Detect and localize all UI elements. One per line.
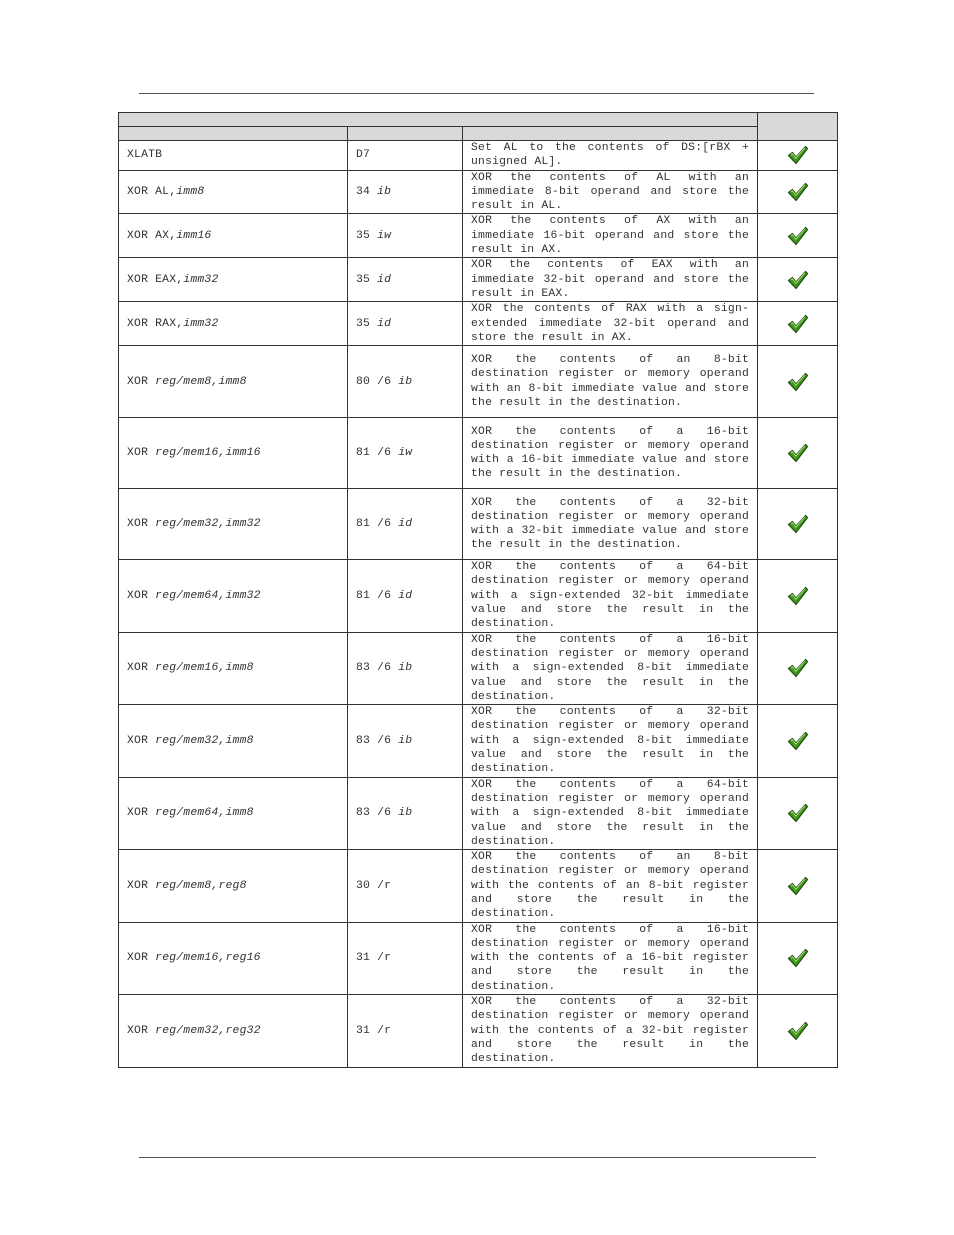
table-row: [119, 995, 838, 1067]
opcode-text: 31 /r: [356, 952, 392, 965]
description-cell: XOR the contents of a 64-bit destination register or memory operand with a sign-extended 32-bit immediate value and store the result in the destination.: [463, 560, 758, 632]
operands-text: reg/mem32,imm8: [155, 734, 254, 747]
opcode-text: 34: [356, 186, 378, 199]
opcode-text: 35: [356, 273, 378, 286]
mnemonic-text: XOR: [127, 662, 156, 675]
support-title-cell: [758, 113, 838, 141]
opcode-cell: [348, 560, 463, 632]
mnemonic-cell: [119, 922, 348, 994]
checkmark-icon: [787, 586, 809, 606]
opcode-suffix-text: ib: [398, 662, 413, 675]
opcode-cell: [348, 850, 463, 922]
mnemonic-text: XOR: [127, 518, 156, 531]
table-body: [119, 141, 838, 1068]
operands-text: imm8: [176, 186, 205, 199]
support-cell: [758, 705, 838, 777]
table-header-row-bottom: [119, 127, 838, 141]
table-row: [119, 302, 838, 346]
opcode-suffix-text: id: [398, 589, 413, 602]
mnemonic-text: XOR AL,: [127, 186, 177, 199]
checkmark-icon: [787, 1021, 809, 1041]
mnemonic-cell: [119, 418, 348, 489]
mnemonic-cell: [119, 258, 348, 302]
mnemonic-cell: [119, 170, 348, 214]
checkmark-icon: [787, 658, 809, 678]
description-cell: XOR the contents of an 8-bit destination register or memory operand with an 8-bit immediate value and store the result in the destination.: [463, 346, 758, 418]
opcode-header: [348, 127, 463, 141]
checkmark-icon: [787, 514, 809, 534]
mnemonic-cell: [119, 777, 348, 849]
support-cell: [758, 258, 838, 302]
description-cell: XOR the contents of an 8-bit destination register or memory operand with the contents of an 8-bit register and store the result in the destination.: [463, 850, 758, 922]
opcode-cell: [348, 995, 463, 1067]
table-row: [119, 850, 838, 922]
operands-text: imm32: [183, 317, 219, 330]
support-cell: [758, 489, 838, 560]
group-title-cell: [119, 113, 758, 127]
table-row: [119, 922, 838, 994]
description-cell: XOR the contents of EAX with an immediate 32-bit operand and store the result in EAX.: [463, 258, 758, 302]
opcode-suffix-text: id: [398, 518, 413, 531]
table-row: [119, 141, 838, 171]
table-row: [119, 560, 838, 632]
opcode-text: 81 /6: [356, 447, 399, 460]
support-cell: [758, 346, 838, 418]
mnemonic-cell: [119, 302, 348, 346]
instruction-table: [118, 112, 838, 1068]
mnemonic-text: XOR: [127, 375, 156, 388]
operands-text: reg/mem32,imm32: [155, 518, 261, 531]
operands-text: imm32: [183, 273, 219, 286]
mnemonic-cell: [119, 850, 348, 922]
operands-text: reg/mem16,reg16: [155, 952, 261, 965]
table-row: [119, 705, 838, 777]
opcode-cell: [348, 777, 463, 849]
table-row: [119, 346, 838, 418]
opcode-cell: [348, 632, 463, 704]
opcode-suffix-text: id: [377, 273, 392, 286]
support-cell: [758, 214, 838, 258]
mnemonic-text: XOR: [127, 589, 156, 602]
mnemonic-cell: [119, 346, 348, 418]
opcode-cell: [348, 705, 463, 777]
opcode-text: 81 /6: [356, 518, 399, 531]
support-cell: [758, 850, 838, 922]
checkmark-icon: [787, 948, 809, 968]
description-cell: XOR the contents of a 16-bit destination register or memory operand with a sign-extended 8-bit immediate value and store the result in the destination.: [463, 632, 758, 704]
opcode-text: 83 /6: [356, 807, 399, 820]
support-cell: [758, 777, 838, 849]
opcode-text: D7: [356, 149, 371, 162]
checkmark-icon: [787, 876, 809, 896]
checkmark-icon: [787, 145, 809, 165]
description-cell: XOR the contents of AL with an immediate 8-bit operand and store the result in AL.: [463, 170, 758, 214]
mnemonic-text: XOR: [127, 734, 156, 747]
mnemonic-text: XOR: [127, 447, 156, 460]
description-cell: XOR the contents of a 32-bit destination register or memory operand with the contents of a 32-bit register and store the result in the destination.: [463, 995, 758, 1067]
table-row: [119, 258, 838, 302]
description-cell: XOR the contents of a 32-bit destination register or memory operand with a 32-bit immediate value and store the result in the destination.: [463, 489, 758, 560]
opcode-suffix-text: ib: [398, 375, 413, 388]
operands-text: reg/mem64,imm32: [155, 589, 261, 602]
mnemonic-text: XOR: [127, 1024, 156, 1037]
mnemonic-cell: [119, 632, 348, 704]
mnemonic-text: XOR: [127, 807, 156, 820]
opcode-cell: [348, 418, 463, 489]
opcode-text: 30 /r: [356, 879, 392, 892]
support-cell: [758, 141, 838, 171]
mnemonic-cell: [119, 489, 348, 560]
opcode-cell: [348, 489, 463, 560]
header-rule: [139, 93, 814, 94]
description-cell: XOR the contents of a 16-bit destination register or memory operand with the contents of a 16-bit register and store the result in the destination.: [463, 922, 758, 994]
opcode-cell: [348, 922, 463, 994]
opcode-suffix-text: iw: [398, 447, 413, 460]
table-row: [119, 214, 838, 258]
operands-text: reg/mem8,imm8: [155, 375, 247, 388]
support-cell: [758, 170, 838, 214]
opcode-cell: [348, 170, 463, 214]
operands-text: reg/mem32,reg32: [155, 1024, 261, 1037]
mnemonic-cell: [119, 995, 348, 1067]
description-cell: Set AL to the contents of DS:[rBX + unsigned AL].: [463, 141, 758, 171]
mnemonic-text: XOR: [127, 952, 156, 965]
opcode-suffix-text: ib: [398, 807, 413, 820]
checkmark-icon: [787, 226, 809, 246]
opcode-cell: [348, 302, 463, 346]
footer-rule: [139, 1157, 816, 1158]
support-cell: [758, 995, 838, 1067]
opcode-text: 81 /6: [356, 589, 399, 602]
opcode-cell: [348, 141, 463, 171]
mnemonic-text: XOR RAX,: [127, 317, 184, 330]
table-row: [119, 489, 838, 560]
mnemonic-cell: [119, 214, 348, 258]
operands-text: reg/mem8,reg8: [155, 879, 247, 892]
checkmark-icon: [787, 270, 809, 290]
description-header: [463, 127, 758, 141]
opcode-text: 83 /6: [356, 734, 399, 747]
mnemonic-cell: [119, 560, 348, 632]
checkmark-icon: [787, 314, 809, 334]
description-cell: XOR the contents of a 64-bit destination register or memory operand with a sign-extended 8-bit immediate value and store the result in the destination.: [463, 777, 758, 849]
mnemonic-cell: [119, 141, 348, 171]
checkmark-icon: [787, 372, 809, 392]
opcode-suffix-text: ib: [398, 734, 413, 747]
operands-text: reg/mem64,imm8: [155, 807, 254, 820]
opcode-cell: [348, 346, 463, 418]
opcode-text: 31 /r: [356, 1024, 392, 1037]
table-header-row-top: [119, 113, 838, 127]
opcode-cell: [348, 258, 463, 302]
opcode-text: 80 /6: [356, 375, 399, 388]
support-cell: [758, 560, 838, 632]
opcode-cell: [348, 214, 463, 258]
operands-text: reg/mem16,imm8: [155, 662, 254, 675]
table-row: [119, 170, 838, 214]
opcode-suffix-text: iw: [377, 229, 392, 242]
opcode-text: 35: [356, 317, 378, 330]
description-cell: XOR the contents of AX with an immediate 16-bit operand and store the result in AX.: [463, 214, 758, 258]
mnemonic-text: XOR: [127, 879, 156, 892]
opcode-suffix-text: id: [377, 317, 392, 330]
support-cell: [758, 632, 838, 704]
mnemonic-text: XOR EAX,: [127, 273, 184, 286]
mnemonic-text: XLATB: [127, 149, 163, 162]
support-cell: [758, 922, 838, 994]
opcode-text: 35: [356, 229, 378, 242]
description-cell: XOR the contents of a 32-bit destination register or memory operand with a sign-extended 8-bit immediate value and store the result in the destination.: [463, 705, 758, 777]
table-row: [119, 418, 838, 489]
support-cell: [758, 418, 838, 489]
checkmark-icon: [787, 731, 809, 751]
description-cell: XOR the contents of RAX with a sign-extended immediate 32-bit operand and store the result in AX.: [463, 302, 758, 346]
checkmark-icon: [787, 182, 809, 202]
checkmark-icon: [787, 803, 809, 823]
table-row: [119, 632, 838, 704]
operands-text: imm16: [176, 229, 212, 242]
operands-text: reg/mem16,imm16: [155, 447, 261, 460]
opcode-suffix-text: ib: [377, 186, 392, 199]
mnemonic-header: [119, 127, 348, 141]
description-cell: XOR the contents of a 16-bit destination register or memory operand with a 16-bit immediate value and store the result in the destination.: [463, 418, 758, 489]
opcode-text: 83 /6: [356, 662, 399, 675]
checkmark-icon: [787, 443, 809, 463]
mnemonic-cell: [119, 705, 348, 777]
mnemonic-text: XOR AX,: [127, 229, 177, 242]
support-cell: [758, 302, 838, 346]
table-row: [119, 777, 838, 849]
